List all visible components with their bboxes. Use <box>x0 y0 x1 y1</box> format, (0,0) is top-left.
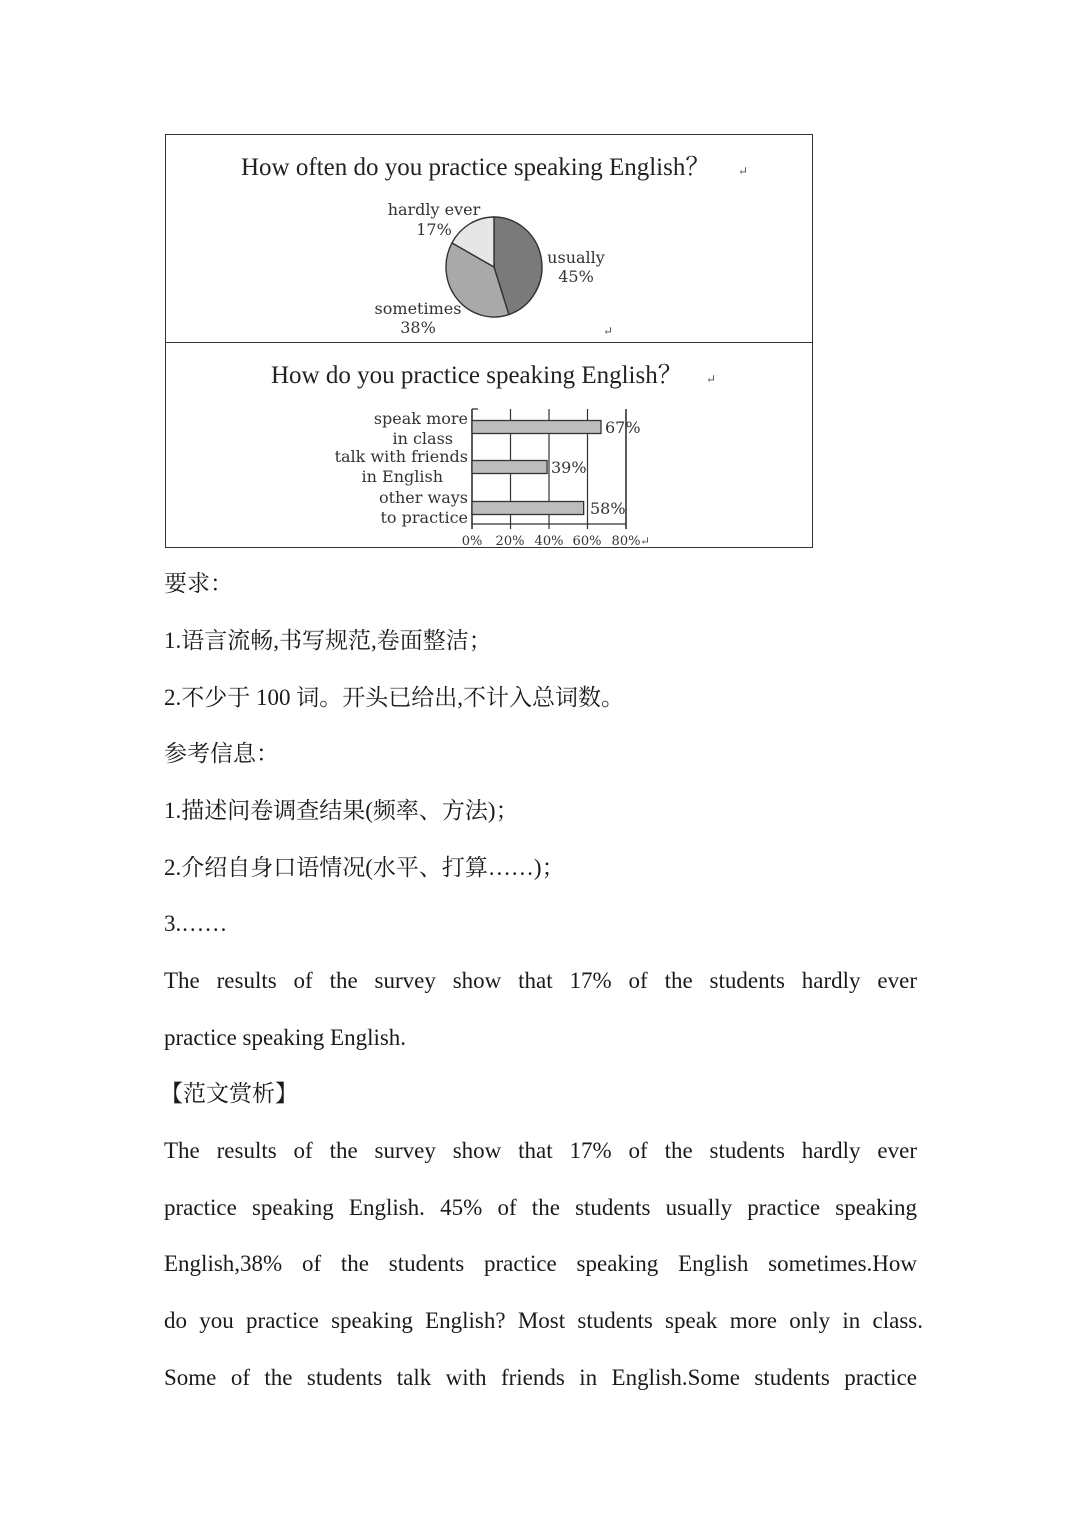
model-essay-heading: 【范文赏析】 <box>160 1081 298 1106</box>
pie-label-usually: usually <box>547 248 605 267</box>
pie-title-return-mark: ↵ <box>738 164 749 178</box>
bar-value-label-1: 67% <box>605 418 641 437</box>
reference-heading: 参考信息： <box>164 741 279 766</box>
bar-axis-return-mark: ↵ <box>640 534 651 548</box>
model-essay-line-2: practice speaking English. 45% of the students usually practice speaking <box>164 1195 917 1220</box>
bar-value-label-3: 58% <box>590 499 626 518</box>
bar-3 <box>472 502 584 515</box>
bar-row-label-talk-friends-2: in English <box>361 467 443 486</box>
x-tick-80: 80% <box>611 534 641 549</box>
x-tick-20: 20% <box>495 534 525 549</box>
model-essay-line-5: Some of the students talk with friends in English.Some students practice <box>164 1365 917 1390</box>
opening-line-2: practice speaking English. <box>164 1025 407 1050</box>
pie-value-hardly-ever: 17% <box>416 220 452 239</box>
opening-line-1: The results of the survey show that 17% of the students hardly ever <box>164 968 917 993</box>
model-essay-line-1: The results of the survey show that 17% of the students hardly ever <box>164 1138 917 1163</box>
bar-1 <box>472 421 601 434</box>
bar-row-label-talk-friends-1: talk with friends <box>334 447 468 466</box>
survey-figure <box>165 134 813 548</box>
bar-title-return-mark: ↵ <box>706 372 717 386</box>
model-essay-line-4: do you practice speaking English? Most students speak more only in class. <box>164 1308 923 1333</box>
x-tick-0: 0% <box>461 534 483 549</box>
reference-item-2: 2.介绍自身口语情况(水平、打算……)； <box>164 855 565 880</box>
reference-item-3: 3.…… <box>164 911 228 936</box>
bar-row-label-speak-more-1: speak more <box>373 409 468 428</box>
pie-value-sometimes: 38% <box>400 318 436 337</box>
bar-chart-title: How do you practice speaking English？ <box>271 362 683 389</box>
requirements-heading: 要求： <box>164 571 233 596</box>
x-tick-40: 40% <box>534 534 564 549</box>
x-tick-60: 60% <box>572 534 602 549</box>
bar-value-label-2: 39% <box>551 458 587 477</box>
survey-charts-svg <box>166 135 814 549</box>
pie-chart-title: How often do you practice speaking English？ <box>241 154 711 181</box>
pie-label-sometimes: sometimes <box>374 299 462 318</box>
pie-label-hardly-ever: hardly ever <box>387 200 481 219</box>
reference-item-1: 1.描述问卷调查结果(频率、方法)； <box>164 798 519 823</box>
bar-row-label-other-ways-2: to practice <box>380 508 468 527</box>
model-essay-line-3: English,38% of the students practice speaking English sometimes.How <box>164 1251 917 1276</box>
requirement-item-1: 1.语言流畅,书写规范,卷面整洁； <box>164 628 492 653</box>
bar-row-label-speak-more-2: in class <box>392 429 453 448</box>
requirement-item-2: 2.不少于 100 词。开头已给出,不计入总词数。 <box>164 685 624 710</box>
bar-2 <box>472 461 547 474</box>
pie-value-usually: 45% <box>558 267 594 286</box>
pie-panel-return-mark: ↵ <box>603 324 614 338</box>
bar-row-label-other-ways-1: other ways <box>378 488 468 507</box>
